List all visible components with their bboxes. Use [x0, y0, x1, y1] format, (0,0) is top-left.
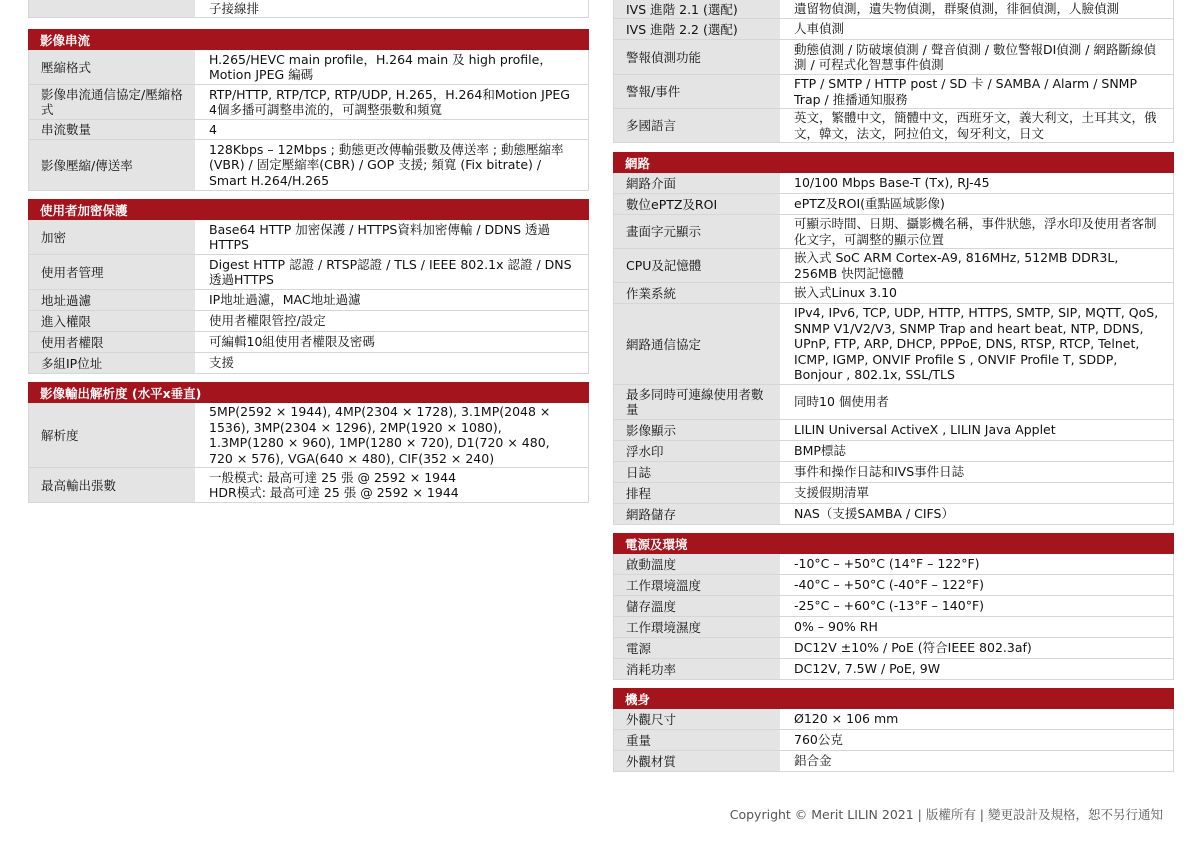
spec-row: [614, 420, 1173, 441]
spec-row: [614, 441, 1173, 462]
spec-value: Digest HTTP 認證 / RTSP認證 / TLS / IEEE 802.1x 認證 / DNS 透過HTTPS: [209, 256, 572, 287]
spec-row: [614, 483, 1173, 504]
spec-row: [614, 304, 1173, 385]
spec-value: 可編輯10組使用者權限及密碼: [209, 334, 375, 350]
spec-key: 壓縮格式: [29, 50, 197, 84]
spec-row: [614, 709, 1173, 730]
section-user-security: [28, 199, 589, 374]
spec-row: [614, 249, 1173, 283]
spec-value: ePTZ及ROI(重點區域影像): [794, 196, 945, 212]
spec-row: [614, 173, 1173, 194]
spec-row: [614, 215, 1173, 249]
spec-row: [29, 332, 588, 353]
spec-value: 760公克: [794, 732, 843, 748]
section-mechanical: [613, 688, 1174, 772]
spec-key: IVS 進階 2.1 (選配): [614, 0, 782, 18]
spec-row: [614, 109, 1173, 143]
spec-value: 同時10 個使用者: [794, 394, 889, 410]
spec-key: 警報/事件: [614, 75, 782, 108]
partial-top-table: [28, 0, 589, 18]
partial-top-rows: [28, 0, 589, 18]
spec-value: IP地址過濾，MAC地址過濾: [209, 292, 361, 308]
spec-key: 畫面字元顯示: [614, 215, 782, 248]
spec-value: 5MP(2592 × 1944), 4MP(2304 × 1728), 3.1MP(2048 × 1536), 3MP(2304 × 1296), 2MP(1920 × 1080), 1.3MP(1280 × 960), 1MP(1280 × 720), D1(720 × 480, 720 × 576), VGA(640 × 480), CIF(352 × 240): [209, 404, 551, 466]
spec-row: [614, 554, 1173, 575]
spec-value: 0% – 90% RH: [794, 619, 878, 635]
spec-key: 影像壓縮/傳送率: [29, 140, 197, 190]
spec-value: 事件和操作日誌和IVS事件日誌: [794, 464, 965, 480]
section-title: 影像輸出解析度 (水平x垂直): [28, 382, 589, 403]
spec-row: [614, 575, 1173, 596]
spec-value: 可顯示時間、日期、攝影機名稱，事件狀態，浮水印及使用者客制化文字，可調整的顯示位置: [794, 216, 1157, 247]
spec-value: -25°C – +60°C (-13°F – 140°F): [794, 598, 985, 614]
section-power-environment: [613, 533, 1174, 680]
spec-row: [614, 730, 1173, 751]
spec-key: 影像顯示: [614, 420, 782, 440]
spec-key: CPU及記憶體: [614, 249, 782, 282]
spec-row: [29, 290, 588, 311]
spec-value: RTP/HTTP, RTP/TCP, RTP/UDP, H.265，H.264和Motion JPEG 4個多播可調整串流的，可調整張數和頻寬: [209, 86, 570, 117]
spec-key: 使用者管理: [29, 255, 197, 289]
spec-row: [29, 220, 588, 255]
spec-key: 使用者權限: [29, 332, 197, 352]
spec-value: Ø120 × 106 mm: [794, 711, 899, 727]
spec-key: [29, 0, 197, 17]
section-title: 網路: [613, 152, 1174, 173]
section-title: 使用者加密保護: [28, 199, 589, 220]
spec-key: 電源: [614, 638, 782, 658]
spec-value: 嵌入式 SoC ARM Cortex-A9, 816MHz, 512MB DDR3L, 256MB 快閃記憶體: [794, 250, 1119, 281]
spec-key: 啟動溫度: [614, 554, 782, 574]
spec-key: 外觀尺寸: [614, 709, 782, 729]
spec-key: 工作環境溫度: [614, 575, 782, 595]
spec-row: [614, 751, 1173, 772]
spec-value: FTP / SMTP / HTTP post / SD 卡 / SAMBA / Alarm / SNMP Trap / 推播通知服務: [794, 76, 1137, 107]
spec-row: [29, 0, 588, 18]
spec-key: 進入權限: [29, 311, 197, 331]
spec-key: 浮水印: [614, 441, 782, 461]
spec-key: 影像串流通信協定/壓縮格式: [29, 85, 197, 119]
spec-value: LILIN Universal ActiveX , LILIN Java Applet: [794, 422, 1056, 438]
spec-row: [614, 283, 1173, 304]
left-spec-column: [28, 0, 589, 511]
spec-key: 排程: [614, 483, 782, 503]
spec-key: 最多同時可連線使用者數量: [614, 385, 782, 419]
spec-key: 外觀材質: [614, 751, 782, 771]
spec-key: 多國語言: [614, 109, 782, 142]
spec-key: 儲存溫度: [614, 596, 782, 616]
spec-row: [29, 403, 588, 468]
spec-table: [613, 0, 1174, 143]
spec-table: [613, 554, 1174, 680]
spec-key: 網路通信協定: [614, 304, 782, 384]
section-title: 機身: [613, 688, 1174, 709]
spec-key: 多組IP位址: [29, 353, 197, 373]
spec-key: 加密: [29, 220, 197, 254]
spec-value: 支援假期清單: [794, 485, 870, 501]
spec-value: 支援: [209, 355, 235, 371]
spec-value: 128Kbps – 12Mbps ; 動態更改傳輸張數及傳送率 ; 動態壓縮率(VBR) / 固定壓縮率(CBR) / GOP 支援; 頻寬 (Fix bitrate) / Smart H.264/H.265: [209, 141, 564, 188]
spec-value: 動態偵測 / 防破壞偵測 / 聲音偵測 / 數位警報DI偵測 / 網路斷線偵測 / 可程式化智慧事件偵測: [794, 41, 1156, 72]
spec-row: [29, 50, 588, 85]
spec-value: Base64 HTTP 加密保護 / HTTPS資料加密傳輸 / DDNS 透過HTTPS: [209, 221, 551, 252]
spec-value: 遺留物偵測，遺失物偵測，群聚偵測，徘徊偵測，人臉偵測: [794, 1, 1120, 17]
spec-value: 子接線排: [209, 0, 260, 16]
spec-value: NAS（支援SAMBA / CIFS）: [794, 506, 954, 522]
spec-table: [28, 220, 589, 374]
spec-value: BMP標誌: [794, 443, 846, 459]
spec-key: 數位ePTZ及ROI: [614, 194, 782, 214]
spec-table: [613, 709, 1174, 772]
spec-row: [614, 385, 1173, 420]
spec-row: [614, 659, 1173, 680]
spec-value: 英文，繁體中文，簡體中文，西班牙文，義大利文，土耳其文，俄文，韓文，法文，阿拉伯文，匈牙利文，日文: [794, 110, 1157, 141]
section-video-stream: [28, 29, 589, 191]
spec-value: IPv4, IPv6, TCP, UDP, HTTP, HTTPS, SMTP, SIP, MQTT, QoS, SNMP V1/V2/V3, SNMP Trap and heart beat, NTP, DDNS, UPnP, FTP, ARP, DHCP, PPPoE, DNS, RTSP, RTCP, Telnet, ICMP, IGMP, ONVIF Profile S , ONVIF Profile T, SDDP, Bonjour , 802.1x, SSL/TLS: [794, 305, 1159, 383]
spec-value: 嵌入式Linux 3.10: [794, 285, 897, 301]
spec-value: -40°C – +50°C (-40°F – 122°F): [794, 577, 985, 593]
section-title: 影像串流: [28, 29, 589, 50]
spec-row: [614, 596, 1173, 617]
spec-value: 4: [209, 121, 217, 137]
spec-table: [28, 403, 589, 503]
spec-value: DC12V, 7.5W / PoE, 9W: [794, 661, 941, 677]
spec-row: [29, 468, 588, 503]
spec-value: 使用者權限管控/設定: [209, 313, 326, 329]
spec-row: [614, 617, 1173, 638]
section-resolution: [28, 382, 589, 503]
spec-key: 警報偵測功能: [614, 40, 782, 74]
spec-row: [29, 140, 588, 191]
spec-row: [614, 0, 1173, 19]
spec-row: [29, 311, 588, 332]
spec-key: 重量: [614, 730, 782, 750]
spec-key: IVS 進階 2.2 (選配): [614, 19, 782, 39]
spec-row: [29, 255, 588, 290]
spec-row: [614, 75, 1173, 109]
spec-row: [29, 85, 588, 120]
spec-row: [614, 40, 1173, 75]
spec-row: [614, 638, 1173, 659]
spec-key: 網路介面: [614, 173, 782, 193]
spec-value: 一般模式: 最高可達 25 張 @ 2592 × 1944 HDR模式: 最高可達 25 張 @ 2592 × 1944: [209, 469, 459, 500]
spec-key: 日誌: [614, 462, 782, 482]
spec-key: 地址過濾: [29, 290, 197, 310]
spec-row: [614, 504, 1173, 525]
spec-row: [29, 353, 588, 374]
spec-key: 工作環境濕度: [614, 617, 782, 637]
spec-row: [29, 120, 588, 140]
spec-row: [614, 462, 1173, 483]
spec-key: 網路儲存: [614, 504, 782, 524]
spec-key: 作業系統: [614, 283, 782, 303]
spec-key: 最高輸出張數: [29, 468, 197, 502]
spec-value: -10°C – +50°C (14°F – 122°F): [794, 556, 980, 572]
spec-table: [613, 173, 1174, 525]
spec-value: 10/100 Mbps Base-T (Tx), RJ-45: [794, 175, 990, 191]
spec-row: [614, 19, 1173, 40]
section-network: [613, 152, 1174, 525]
right-spec-column: [613, 0, 1174, 780]
section-ivs-continued: [613, 0, 1174, 143]
copyright-footer: Copyright © Merit LILIN 2021 | 版權所有 | 變更設計及規格，恕不另行通知: [729, 807, 1163, 822]
spec-value: DC12V ±10% / PoE (符合IEEE 802.3af): [794, 640, 1032, 656]
spec-key: 解析度: [29, 403, 197, 467]
spec-key: 串流數量: [29, 120, 197, 139]
spec-value: 鋁合金: [794, 753, 832, 769]
section-title: 電源及環境: [613, 533, 1174, 554]
spec-key: 消耗功率: [614, 659, 782, 679]
spec-value: H.265/HEVC main profile，H.264 main 及 high profile，Motion JPEG 編碼: [209, 51, 552, 82]
spec-value: 人車偵測: [794, 21, 845, 37]
spec-row: [614, 194, 1173, 215]
spec-table: [28, 50, 589, 191]
